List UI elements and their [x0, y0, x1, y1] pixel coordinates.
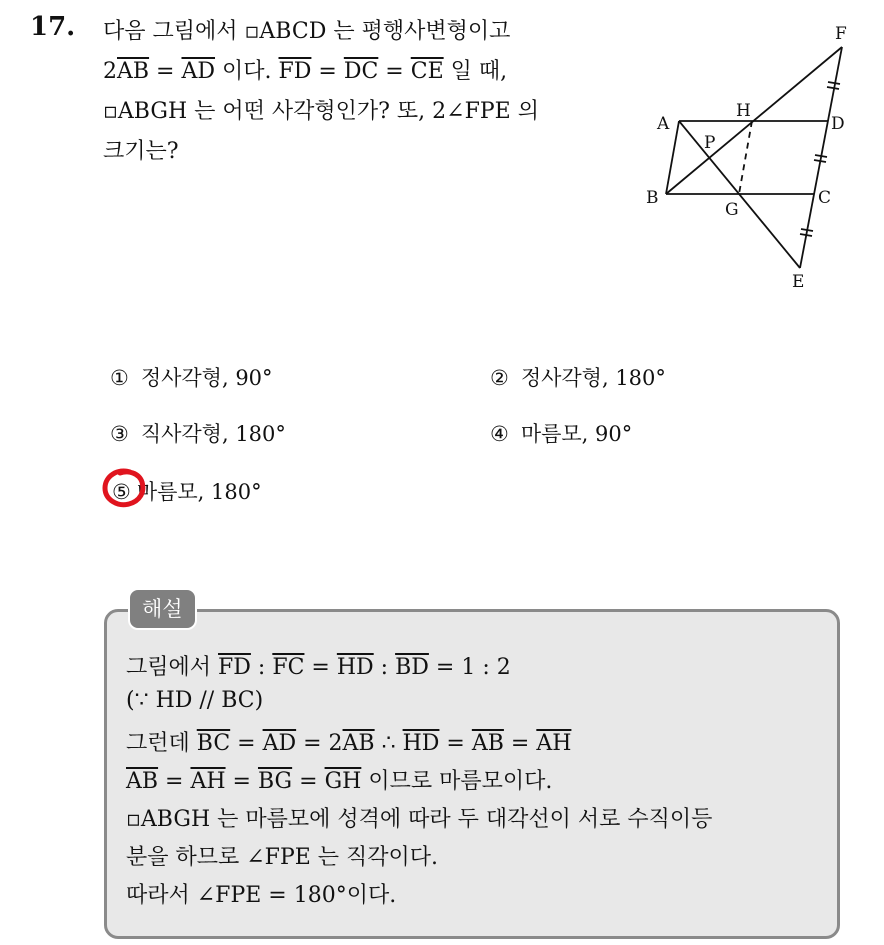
segment-ce: $\overline{CE}$ — [410, 59, 444, 84]
question-number: 17. — [30, 12, 76, 42]
choice-2[interactable]: ② 정사각형, 180° — [490, 366, 666, 390]
question-line-1: 다음 그림에서 ▫ABCD 는 평행사변형이고 — [103, 19, 511, 44]
solution-line-7: 따라서 ∠FPE = 180°이다. — [126, 883, 397, 908]
segment-ad: $\overline{AD}$ — [181, 59, 216, 84]
tick-dc — [815, 155, 827, 157]
label-h: H — [736, 101, 751, 121]
question-line-3: ▫ABGH 는 어떤 사각형인가? 또, 2∠FPE 의 — [103, 99, 539, 124]
label-p: P — [704, 133, 716, 153]
solution-line-3: 그런데 $\overline{BC} = \overline{AD} = 2\overline{AB}$ ∴ $\overline{HD} = \overline{AB} = \overline{AH}$ — [126, 731, 572, 756]
solution-line-1: 그림에서 $\overline{FD}$ : $\overline{FC} = \overline{HD}$ : $\overline{BD} = 1$ : 2 — [126, 655, 511, 680]
solution-tag: 해설 — [128, 588, 197, 630]
parallelogram-figure — [630, 18, 870, 298]
segment-fd: $\overline{FD}$ — [278, 59, 312, 84]
label-b: B — [646, 188, 659, 208]
solution-line-2: (∵ HD // BC) — [126, 688, 264, 713]
solution-line-6: 분을 하므로 ∠FPE 는 직각이다. — [126, 845, 439, 870]
answer-circle-mark — [100, 466, 148, 510]
choice-4[interactable]: ④ 마름모, 90° — [490, 422, 633, 446]
label-f: F — [835, 24, 847, 44]
choice-5[interactable]: ⑤ 마름모, 180° — [112, 480, 262, 504]
label-a: A — [657, 114, 670, 134]
question-line-2: $2\overline{AB} = \overline{AD}$ 이다. $\overline{FD} = \overline{DC} = \overline{CE}$ 일 때, — [103, 59, 508, 84]
label-d: D — [831, 114, 845, 134]
solution-line-5: ▫ABGH 는 마름모에 성격에 따라 두 대각선이 서로 수직이등 — [126, 807, 713, 832]
tick-ce — [801, 229, 813, 231]
question-line-4: 크기는? — [103, 139, 179, 164]
choice-3[interactable]: ③ 직사각형, 180° — [110, 422, 286, 446]
solution-line-4: $\overline{AB} = \overline{AH} = \overline{BG} = \overline{GH}$ 이므로 마름모이다. — [126, 769, 553, 794]
label-g: G — [725, 200, 739, 220]
label-c: C — [818, 188, 832, 208]
segment-dc: $\overline{DC}$ — [343, 59, 379, 84]
tick-fd — [828, 82, 840, 84]
choice-1[interactable]: ① 정사각형, 90° — [110, 366, 273, 390]
segment-ab: $\overline{AB}$ — [117, 59, 150, 84]
label-e: E — [792, 272, 805, 292]
